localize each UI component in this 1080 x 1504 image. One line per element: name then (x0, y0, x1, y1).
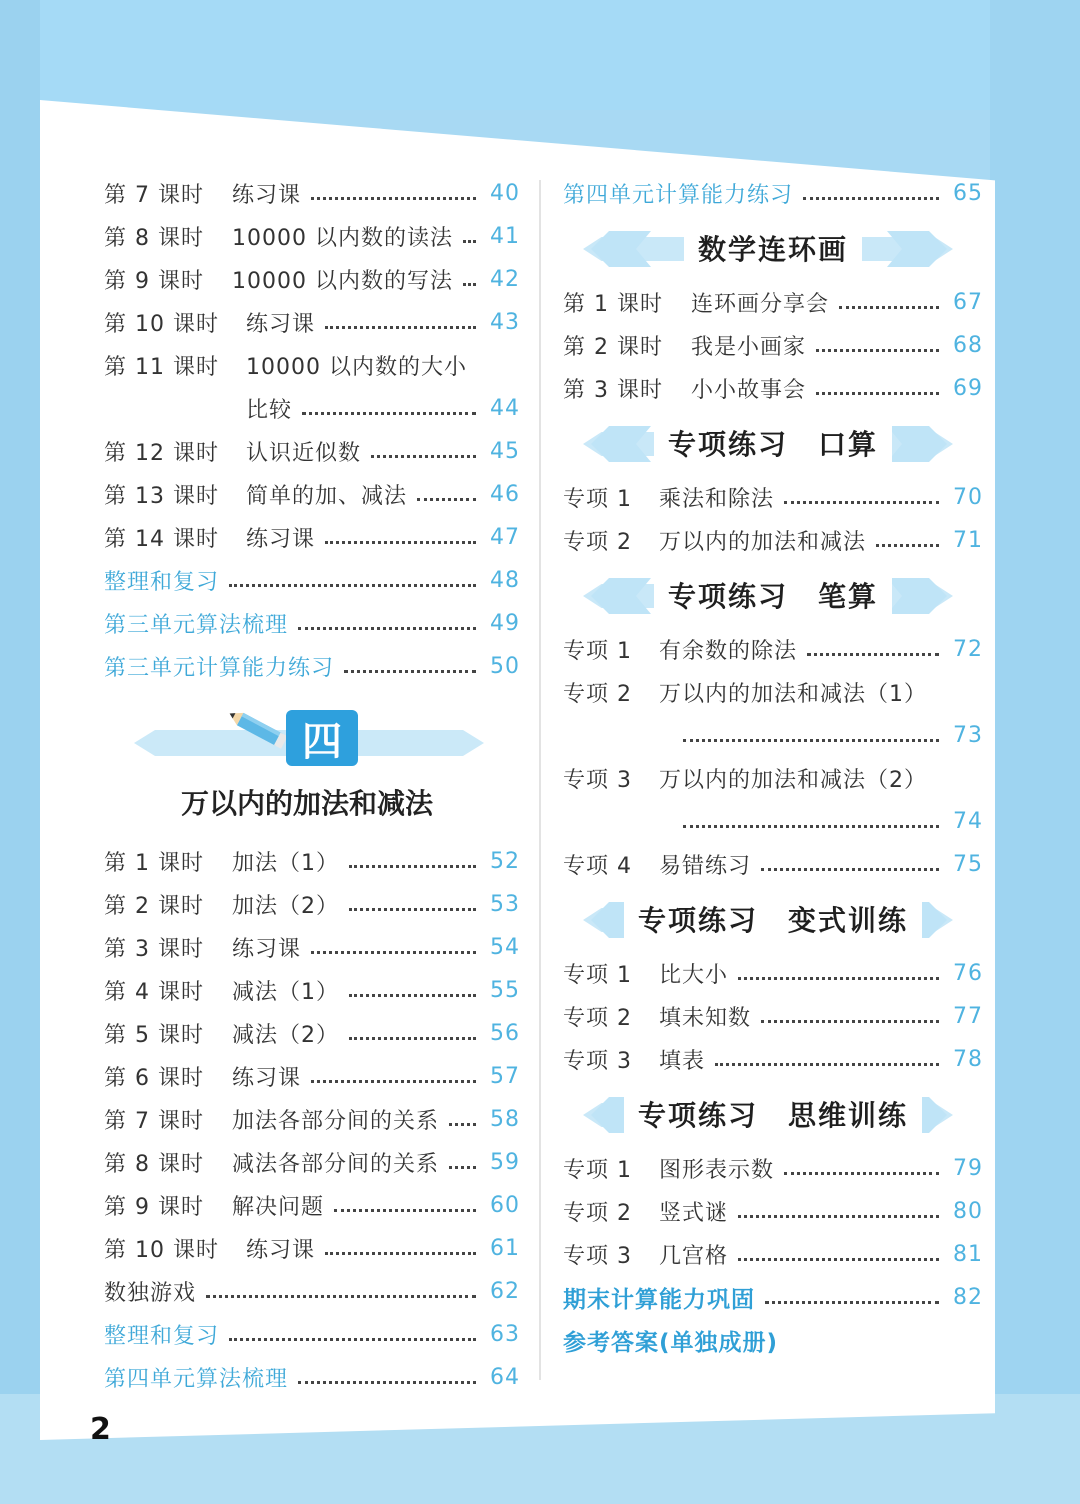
toc-entry-review[interactable] (104, 559, 520, 602)
entry-title: 10000 以内数的读法 (232, 226, 453, 251)
leader-dots (449, 1166, 476, 1169)
entry-title: 练习课 (246, 312, 316, 337)
section-header-variant (563, 886, 983, 952)
leader-dots (298, 627, 476, 630)
leader-dots (784, 501, 939, 504)
leader-dots (325, 541, 476, 544)
entry-title: 简单的加、减法 (246, 484, 408, 509)
background-top (0, 0, 1080, 110)
entry-title: 竖式谜 (659, 1201, 729, 1226)
entry-title: 减法（1） (232, 980, 339, 1005)
page-ref: 60 (490, 1193, 520, 1218)
toc-entry-review[interactable] (104, 602, 520, 645)
special-label: 专项 2 (563, 1201, 632, 1226)
unit-banner (104, 706, 520, 776)
section-header-comic (563, 215, 983, 281)
leader-dots (349, 865, 476, 868)
special-label: 专项 1 (563, 487, 632, 512)
lesson-label: 第 9 课时 (104, 269, 204, 294)
leader-dots (298, 1381, 476, 1384)
toc-entry[interactable] (563, 367, 983, 410)
page-ref: 75 (953, 852, 983, 877)
entry-title: 小小故事会 (691, 378, 807, 403)
leader-dots (738, 1215, 939, 1218)
page-ref: 78 (953, 1047, 983, 1072)
page-ref: 63 (490, 1322, 520, 1347)
section-header-thinking (563, 1081, 983, 1147)
toc-entry[interactable] (104, 1184, 520, 1227)
page-ref: 46 (490, 482, 520, 507)
page-ref: 56 (490, 1021, 520, 1046)
leader-dots (311, 1080, 476, 1083)
page-ref: 74 (953, 809, 983, 834)
toc-entry[interactable] (104, 1141, 520, 1184)
leader-dots (325, 1252, 476, 1255)
toc-entry[interactable] (563, 757, 983, 800)
toc-entry[interactable] (104, 1227, 520, 1270)
entry-title: 我是小画家 (691, 335, 807, 360)
toc-entry[interactable] (104, 1055, 520, 1098)
toc-entry[interactable] (563, 1038, 983, 1081)
lesson-label: 第 8 课时 (104, 1152, 204, 1177)
toc-entry[interactable] (104, 473, 520, 516)
leader-dots (311, 951, 476, 954)
page-ref: 73 (953, 723, 983, 748)
toc-entry[interactable] (104, 1098, 520, 1141)
toc-entry[interactable] (563, 519, 983, 562)
lesson-label: 第 5 课时 (104, 1023, 204, 1048)
leader-dots (803, 197, 939, 200)
entry-title: 易错练习 (659, 854, 752, 879)
page-ref: 80 (953, 1199, 983, 1224)
toc-entry[interactable] (563, 843, 983, 886)
entry-title: 10000 以内数的大小 (246, 355, 467, 380)
leader-dots (334, 1209, 476, 1212)
background-left (0, 0, 40, 1504)
entry-title: 第四单元计算能力练习 (563, 183, 794, 208)
toc-entry[interactable] (104, 840, 520, 883)
leader-dots (463, 240, 476, 243)
special-label: 专项 3 (563, 1244, 632, 1269)
toc-entry[interactable] (104, 516, 520, 559)
page-ref: 72 (953, 637, 983, 662)
toc-entry-answers[interactable] (563, 1319, 983, 1362)
leader-dots (761, 868, 939, 871)
leader-dots (738, 977, 939, 980)
page-ref: 43 (490, 310, 520, 335)
toc-entry[interactable] (104, 344, 520, 387)
answers-note: (单独成册) (659, 1330, 779, 1356)
page-ref: 41 (490, 224, 520, 249)
toc-entry[interactable] (563, 1147, 983, 1190)
entry-title: 认识近似数 (246, 441, 362, 466)
leader-dots (325, 326, 476, 329)
entry-title: 数独游戏 (104, 1281, 197, 1306)
entry-title: 万以内的加法和减法 (659, 530, 867, 555)
entry-title: 有余数的除法 (659, 639, 798, 664)
page-ref: 58 (490, 1107, 520, 1132)
toc-entry-continuation[interactable] (563, 714, 983, 757)
leader-dots (229, 584, 476, 587)
entry-title: 练习课 (232, 1066, 302, 1091)
leader-dots (349, 1037, 476, 1040)
special-label: 专项 2 (563, 682, 632, 707)
leader-dots (816, 349, 939, 352)
page-ref: 55 (490, 978, 520, 1003)
toc-entry[interactable] (563, 671, 983, 714)
lesson-label: 第 10 课时 (104, 312, 219, 337)
entry-title: 万以内的加法和减法（1） (659, 682, 927, 707)
lesson-label: 第 7 课时 (104, 183, 204, 208)
toc-entry[interactable] (563, 324, 983, 367)
toc-entry[interactable] (104, 1270, 520, 1313)
entry-title: 万以内的加法和减法（2） (659, 768, 927, 793)
leader-dots (302, 412, 476, 415)
toc-entry[interactable] (563, 628, 983, 671)
special-label: 专项 1 (563, 963, 632, 988)
leader-dots (463, 283, 476, 286)
toc-right-column (563, 172, 983, 1362)
page-ref: 50 (490, 654, 520, 679)
toc-entry[interactable] (563, 952, 983, 995)
entry-title: 减法（2） (232, 1023, 339, 1048)
leader-dots (344, 670, 476, 673)
toc-entry-review[interactable] (104, 1313, 520, 1356)
lesson-label: 第 2 课时 (104, 894, 204, 919)
toc-entry[interactable] (563, 1190, 983, 1233)
entry-title: 连环画分享会 (691, 292, 830, 317)
page-ref: 62 (490, 1279, 520, 1304)
toc-entry-review[interactable] (104, 1356, 520, 1399)
leader-dots (807, 653, 939, 656)
toc-entry-review[interactable] (104, 645, 520, 688)
lesson-label: 第 8 课时 (104, 226, 204, 251)
page-ref: 68 (953, 333, 983, 358)
page-number: 2 (90, 1412, 111, 1447)
entry-title: 比较 (246, 398, 293, 423)
lesson-label: 第 10 课时 (104, 1238, 219, 1263)
page-ref: 65 (953, 181, 983, 206)
leader-dots (784, 1172, 939, 1175)
page-ref: 70 (953, 485, 983, 510)
leader-dots (449, 1123, 476, 1126)
toc-entry[interactable] (104, 172, 520, 215)
page-ref: 81 (953, 1242, 983, 1267)
entry-title: 练习课 (232, 937, 302, 962)
section-header-written (563, 562, 983, 628)
toc-entry-review[interactable] (563, 172, 983, 215)
page-ref: 67 (953, 290, 983, 315)
leader-dots (816, 392, 939, 395)
leader-dots (683, 825, 939, 828)
toc-entry-final[interactable] (563, 1276, 983, 1319)
leader-dots (839, 306, 939, 309)
leader-dots (206, 1295, 476, 1298)
leader-dots (738, 1258, 939, 1261)
lesson-label: 第 2 课时 (563, 335, 663, 360)
answers-title: 参考答案 (563, 1330, 659, 1356)
leader-dots (417, 498, 476, 501)
leader-dots (229, 1338, 476, 1341)
entry-title: 10000 以内数的写法 (232, 269, 453, 294)
page-ref: 42 (490, 267, 520, 292)
entry-title: 第三单元计算能力练习 (104, 656, 335, 681)
page-ref: 82 (953, 1285, 983, 1310)
page-ref: 77 (953, 1004, 983, 1029)
entry-title: 减法各部分间的关系 (232, 1152, 440, 1177)
lesson-label: 第 3 课时 (563, 378, 663, 403)
special-label: 专项 1 (563, 1158, 632, 1183)
page-ref: 59 (490, 1150, 520, 1175)
entry-title: 比大小 (659, 963, 729, 988)
special-label: 专项 3 (563, 768, 632, 793)
entry-title: 练习课 (232, 183, 302, 208)
unit-title: 万以内的加法和减法 (180, 787, 433, 820)
toc-entry[interactable] (104, 969, 520, 1012)
page-ref: 44 (490, 396, 520, 421)
lesson-label: 第 4 课时 (104, 980, 204, 1005)
lesson-label: 第 11 课时 (104, 355, 219, 380)
toc-entry[interactable] (104, 301, 520, 344)
page-ref: 76 (953, 961, 983, 986)
entry-title: 第三单元算法梳理 (104, 613, 289, 638)
leader-dots (715, 1063, 939, 1066)
leader-dots (349, 908, 476, 911)
page-ref: 69 (953, 376, 983, 401)
entry-title: 第四单元算法梳理 (104, 1367, 289, 1392)
section-title: 专项练习 思维训练 (624, 1094, 922, 1134)
toc-entry-continuation[interactable] (104, 387, 520, 430)
special-label: 专项 3 (563, 1049, 632, 1074)
page-ref: 54 (490, 935, 520, 960)
lesson-label: 第 1 课时 (104, 851, 204, 876)
entry-title: 整理和复习 (104, 1324, 220, 1349)
section-title: 数学连环画 (684, 228, 862, 268)
toc-entry[interactable] (563, 476, 983, 519)
entry-title: 期末计算能力巩固 (563, 1287, 755, 1313)
leader-dots (349, 994, 476, 997)
entry-title: 填表 (659, 1049, 706, 1074)
special-label: 专项 1 (563, 639, 632, 664)
lesson-label: 第 6 课时 (104, 1066, 204, 1091)
page-ref: 52 (490, 849, 520, 874)
toc-entry[interactable] (104, 926, 520, 969)
lesson-label: 第 9 课时 (104, 1195, 204, 1220)
background-right (990, 0, 1080, 1504)
toc-entry[interactable] (104, 883, 520, 926)
lesson-label: 第 14 课时 (104, 527, 219, 552)
page-ref: 79 (953, 1156, 983, 1181)
page-ref: 49 (490, 611, 520, 636)
page-ref: 48 (490, 568, 520, 593)
lesson-label: 第 12 课时 (104, 441, 219, 466)
entry-title: 练习课 (246, 1238, 316, 1263)
entry-title: 解决问题 (232, 1195, 325, 1220)
toc-entry[interactable] (563, 281, 983, 324)
entry-title: 图形表示数 (659, 1158, 775, 1183)
page-ref: 71 (953, 528, 983, 553)
special-label: 专项 2 (563, 530, 632, 555)
section-title: 专项练习 变式训练 (624, 899, 922, 939)
page-ref: 53 (490, 892, 520, 917)
section-title: 专项练习 笔算 (654, 575, 892, 615)
page-ref: 61 (490, 1236, 520, 1261)
entry-title: 填未知数 (659, 1006, 752, 1031)
section-title: 专项练习 口算 (654, 423, 892, 463)
entry-title: 加法（1） (232, 851, 339, 876)
toc-left-column (104, 172, 520, 1399)
toc-entry[interactable] (563, 1233, 983, 1276)
leader-dots (876, 544, 939, 547)
entry-title: 加法（2） (232, 894, 339, 919)
page-ref: 45 (490, 439, 520, 464)
lesson-label: 第 3 课时 (104, 937, 204, 962)
toc-entry[interactable] (104, 215, 520, 258)
toc-entry[interactable] (563, 995, 983, 1038)
toc-entry-continuation[interactable] (563, 800, 983, 843)
special-label: 专项 2 (563, 1006, 632, 1031)
toc-entry[interactable] (104, 258, 520, 301)
leader-dots (761, 1020, 939, 1023)
page-ref: 47 (490, 525, 520, 550)
special-label: 专项 4 (563, 854, 632, 879)
section-header-oral (563, 410, 983, 476)
toc-entry[interactable] (104, 1012, 520, 1055)
column-divider (539, 180, 541, 1380)
entry-title: 乘法和除法 (659, 487, 775, 512)
lesson-label: 第 7 课时 (104, 1109, 204, 1134)
unit-number-badge: 四 (286, 710, 358, 766)
lesson-label: 第 1 课时 (563, 292, 663, 317)
lesson-label: 第 13 课时 (104, 484, 219, 509)
entry-title: 加法各部分间的关系 (232, 1109, 440, 1134)
leader-dots (765, 1301, 939, 1304)
page-ref: 57 (490, 1064, 520, 1089)
page-ref: 40 (490, 181, 520, 206)
leader-dots (371, 455, 476, 458)
leader-dots (311, 197, 476, 200)
toc-entry[interactable] (104, 430, 520, 473)
entry-title: 几宫格 (659, 1244, 729, 1269)
entry-title: 练习课 (246, 527, 316, 552)
leader-dots (683, 739, 939, 742)
entry-title: 整理和复习 (104, 570, 220, 595)
page-ref: 64 (490, 1365, 520, 1390)
